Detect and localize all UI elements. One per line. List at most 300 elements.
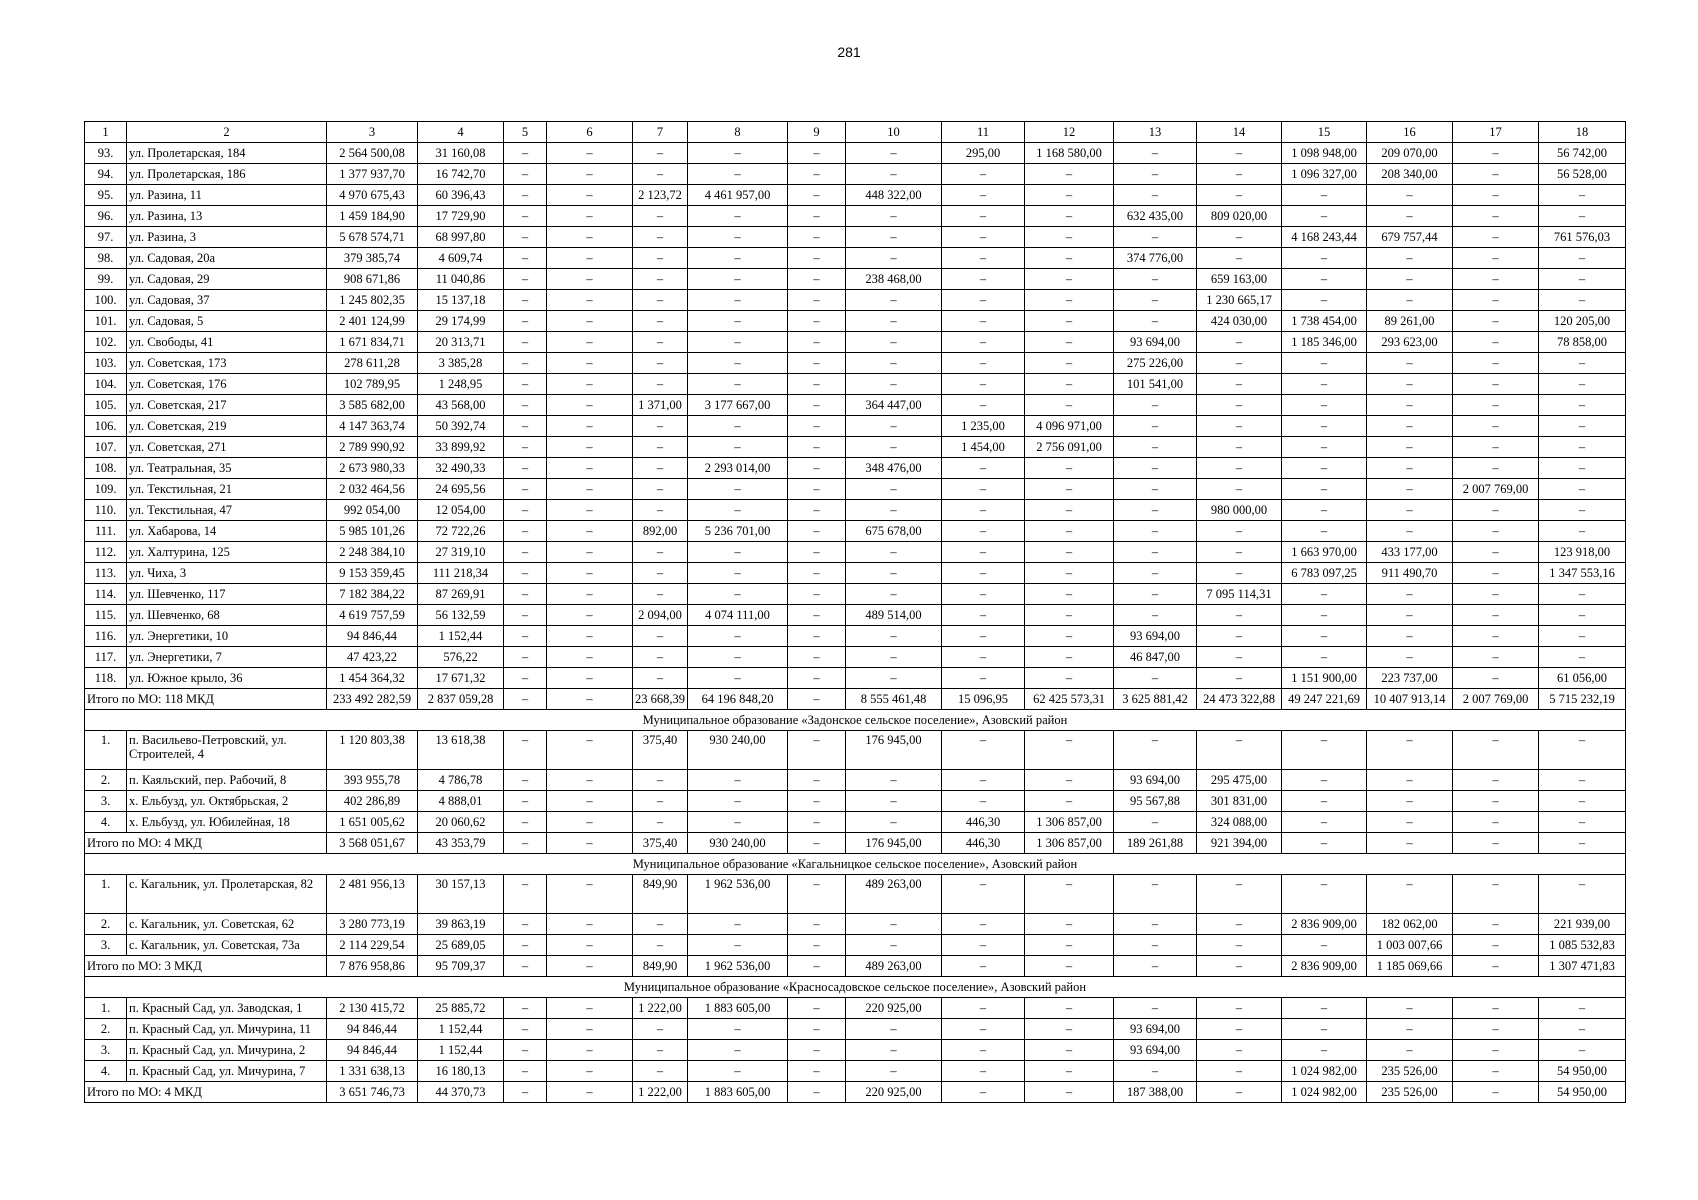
value-cell: 348 476,00 [846,458,942,479]
value-cell: – [1025,542,1114,563]
value-cell: – [547,647,633,668]
total-cell: 15 096,95 [942,689,1025,710]
total-cell: – [1197,1082,1282,1103]
row-number: 2. [85,1019,127,1040]
total-label: Итого по МО: 118 МКД [85,689,327,710]
value-cell: 761 576,03 [1539,227,1626,248]
value-cell: 402 286,89 [327,791,418,812]
value-cell: – [1025,998,1114,1019]
total-cell: 3 651 746,73 [327,1082,418,1103]
column-number: 2 [127,122,327,143]
value-cell: 24 695,56 [418,479,504,500]
value-cell: – [1197,458,1282,479]
value-cell: – [1025,935,1114,956]
value-cell: – [504,668,547,689]
column-number: 10 [846,122,942,143]
value-cell: – [1539,647,1626,668]
value-cell: – [846,206,942,227]
value-cell: 29 174,99 [418,311,504,332]
register-table [84,121,1626,1103]
total-cell: 1 024 982,00 [1282,1082,1367,1103]
value-cell: – [1197,998,1282,1019]
section-heading-row [85,710,1626,731]
value-cell: – [1197,542,1282,563]
value-cell: 238 468,00 [846,269,942,290]
address-cell: ул. Текстильная, 21 [127,479,327,500]
value-cell: – [633,290,688,311]
address-cell: ул. Халтурина, 125 [127,542,327,563]
value-cell: – [942,998,1025,1019]
address-cell: ул. Разина, 13 [127,206,327,227]
table-row [85,647,1626,668]
value-cell: – [846,584,942,605]
value-cell: – [846,1019,942,1040]
value-cell: 433 177,00 [1367,542,1453,563]
value-cell: – [1539,269,1626,290]
total-row [85,689,1626,710]
value-cell: – [688,1061,788,1082]
value-cell: – [688,374,788,395]
value-cell: – [633,248,688,269]
value-cell: 54 950,00 [1539,1061,1626,1082]
value-cell: – [633,791,688,812]
table-row [85,1040,1626,1061]
value-cell: – [1025,563,1114,584]
total-cell: – [504,1082,547,1103]
value-cell: 2 293 014,00 [688,458,788,479]
value-cell: – [504,647,547,668]
value-cell: 87 269,91 [418,584,504,605]
value-cell: 930 240,00 [688,731,788,770]
total-cell: 176 945,00 [846,833,942,854]
value-cell: – [1539,500,1626,521]
value-cell: 1 185 346,00 [1282,332,1367,353]
value-cell: – [788,791,846,812]
value-cell: 2 114 229,54 [327,935,418,956]
table-row [85,164,1626,185]
value-cell: – [1114,1061,1197,1082]
value-cell: 1 230 665,17 [1197,290,1282,311]
total-cell: 1 306 857,00 [1025,833,1114,854]
value-cell: – [788,332,846,353]
value-cell: 375,40 [633,731,688,770]
value-cell: – [688,311,788,332]
value-cell: 1 248,95 [418,374,504,395]
value-cell: – [688,791,788,812]
value-cell: – [1282,416,1367,437]
row-number: 118. [85,668,127,689]
value-cell: 93 694,00 [1114,626,1197,647]
address-cell: ул. Южное крыло, 36 [127,668,327,689]
value-cell: 220 925,00 [846,998,942,1019]
value-cell: – [1282,1019,1367,1040]
value-cell: – [688,353,788,374]
value-cell: – [942,206,1025,227]
row-number: 3. [85,1040,127,1061]
value-cell: – [633,227,688,248]
address-cell: х. Ельбузд, ул. Октябрьская, 2 [127,791,327,812]
value-cell: 94 846,44 [327,1019,418,1040]
value-cell: – [547,269,633,290]
value-cell: – [788,1040,846,1061]
value-cell: – [1025,521,1114,542]
value-cell: – [1197,875,1282,914]
value-cell: 908 671,86 [327,269,418,290]
value-cell: – [846,935,942,956]
value-cell: – [1453,812,1539,833]
value-cell: – [1453,290,1539,311]
column-number: 1 [85,122,127,143]
value-cell: – [688,1019,788,1040]
value-cell: – [1367,647,1453,668]
value-cell: – [1367,626,1453,647]
value-cell: 2 248 384,10 [327,542,418,563]
value-cell: 13 618,38 [418,731,504,770]
value-cell: 93 694,00 [1114,770,1197,791]
value-cell: 1 235,00 [942,416,1025,437]
value-cell: – [547,206,633,227]
value-cell: – [1453,791,1539,812]
value-cell: – [942,626,1025,647]
total-cell: 930 240,00 [688,833,788,854]
value-cell: – [504,185,547,206]
value-cell: – [1197,143,1282,164]
value-cell: – [846,479,942,500]
row-number: 107. [85,437,127,458]
value-cell: – [1282,353,1367,374]
value-cell: – [942,1061,1025,1082]
total-cell: – [504,833,547,854]
value-cell: 1 120 803,38 [327,731,418,770]
value-cell: 61 056,00 [1539,668,1626,689]
value-cell: – [633,914,688,935]
value-cell: 2 032 464,56 [327,479,418,500]
address-cell: п. Красный Сад, ул. Мичурина, 2 [127,1040,327,1061]
total-cell: – [504,689,547,710]
value-cell: – [504,332,547,353]
value-cell: – [1453,605,1539,626]
total-cell: 2 837 059,28 [418,689,504,710]
total-cell: – [788,1082,846,1103]
row-number: 103. [85,353,127,374]
value-cell: 448 322,00 [846,185,942,206]
value-cell: 15 137,18 [418,290,504,311]
value-cell: – [1453,185,1539,206]
total-cell: – [547,956,633,977]
value-cell: – [504,374,547,395]
value-cell: – [1282,290,1367,311]
value-cell: 4 147 363,74 [327,416,418,437]
value-cell: – [1282,437,1367,458]
value-cell: – [1025,584,1114,605]
value-cell: – [547,605,633,626]
total-cell: 23 668,39 [633,689,688,710]
table-row [85,395,1626,416]
value-cell: – [1539,1019,1626,1040]
address-cell: х. Ельбузд, ул. Юбилейная, 18 [127,812,327,833]
value-cell: – [1453,437,1539,458]
value-cell: – [1025,1040,1114,1061]
value-cell: – [1453,416,1539,437]
total-cell: 49 247 221,69 [1282,689,1367,710]
value-cell: 3 280 773,19 [327,914,418,935]
value-cell: – [633,332,688,353]
value-cell: 12 054,00 [418,500,504,521]
value-cell: – [547,770,633,791]
value-cell: – [547,479,633,500]
value-cell: – [788,668,846,689]
value-cell: – [688,290,788,311]
value-cell: 4 609,74 [418,248,504,269]
value-cell: – [1025,731,1114,770]
value-cell: – [788,143,846,164]
value-cell: – [1197,1061,1282,1082]
value-cell: 679 757,44 [1367,227,1453,248]
value-cell: 25 885,72 [418,998,504,1019]
value-cell: – [688,479,788,500]
value-cell: – [1539,605,1626,626]
value-cell: 5 985 101,26 [327,521,418,542]
value-cell: 209 070,00 [1367,143,1453,164]
value-cell: – [547,185,633,206]
value-cell: – [1539,290,1626,311]
total-cell: 43 353,79 [418,833,504,854]
value-cell: – [1282,812,1367,833]
value-cell: – [846,143,942,164]
row-number: 93. [85,143,127,164]
value-cell: – [547,542,633,563]
value-cell: – [547,416,633,437]
value-cell: – [1367,791,1453,812]
value-cell: – [504,521,547,542]
value-cell: – [942,1019,1025,1040]
value-cell: – [942,395,1025,416]
value-cell: – [633,542,688,563]
value-cell: – [788,731,846,770]
value-cell: – [1025,395,1114,416]
value-cell: – [1025,791,1114,812]
value-cell: – [1367,1019,1453,1040]
table-row [85,500,1626,521]
value-cell: – [633,1061,688,1082]
value-cell: 221 939,00 [1539,914,1626,935]
table-row [85,812,1626,833]
value-cell: – [1114,914,1197,935]
total-cell: – [1453,833,1539,854]
table-row [85,584,1626,605]
value-cell: – [1197,416,1282,437]
address-cell: ул. Разина, 11 [127,185,327,206]
value-cell: – [1539,584,1626,605]
value-cell: 1 377 937,70 [327,164,418,185]
total-cell: – [1025,956,1114,977]
value-cell: – [1282,1040,1367,1061]
row-number: 99. [85,269,127,290]
value-cell: – [1539,791,1626,812]
value-cell: – [942,500,1025,521]
value-cell: 20 060,62 [418,812,504,833]
value-cell: – [688,332,788,353]
value-cell: 93 694,00 [1114,332,1197,353]
value-cell: – [1025,227,1114,248]
value-cell: – [942,563,1025,584]
value-cell: – [1282,770,1367,791]
row-number: 95. [85,185,127,206]
total-cell: 1 185 069,66 [1367,956,1453,977]
value-cell: – [846,374,942,395]
value-cell: – [788,395,846,416]
value-cell: 16 742,70 [418,164,504,185]
address-cell: ул. Садовая, 29 [127,269,327,290]
row-number: 108. [85,458,127,479]
table-row [85,227,1626,248]
value-cell: – [788,935,846,956]
value-cell: 95 567,88 [1114,791,1197,812]
value-cell: – [688,500,788,521]
value-cell: 3 385,28 [418,353,504,374]
value-cell: 3 585 682,00 [327,395,418,416]
value-cell: – [942,479,1025,500]
value-cell: – [504,164,547,185]
total-cell: 44 370,73 [418,1082,504,1103]
value-cell: – [1453,248,1539,269]
section-heading: Муниципальное образование «Задонское сельское поселение», Азовский район [85,710,1626,731]
value-cell: 31 160,08 [418,143,504,164]
value-cell: 911 490,70 [1367,563,1453,584]
value-cell: – [846,626,942,647]
value-cell: – [1114,311,1197,332]
value-cell: – [788,353,846,374]
table-row [85,875,1626,914]
value-cell: – [504,227,547,248]
value-cell: – [942,374,1025,395]
value-cell: 1 024 982,00 [1282,1061,1367,1082]
row-number: 115. [85,605,127,626]
total-cell: 2 007 769,00 [1453,689,1539,710]
value-cell: – [1539,626,1626,647]
value-cell: – [1282,935,1367,956]
value-cell: – [942,731,1025,770]
value-cell: 1 651 005,62 [327,812,418,833]
value-cell: – [633,416,688,437]
value-cell: – [1453,1019,1539,1040]
value-cell: – [788,248,846,269]
total-cell: – [788,833,846,854]
table-row [85,668,1626,689]
value-cell: – [942,269,1025,290]
value-cell: – [942,1040,1025,1061]
value-cell: – [547,563,633,584]
value-cell: – [1539,770,1626,791]
row-number: 98. [85,248,127,269]
value-cell: – [1539,1040,1626,1061]
value-cell: – [688,935,788,956]
value-cell: – [1367,731,1453,770]
value-cell: – [1453,668,1539,689]
value-cell: – [1367,875,1453,914]
value-cell: – [504,416,547,437]
value-cell: – [504,935,547,956]
value-cell: – [1453,521,1539,542]
value-cell: – [504,269,547,290]
value-cell: 393 955,78 [327,770,418,791]
value-cell: 992 054,00 [327,500,418,521]
value-cell: – [1025,1019,1114,1040]
value-cell: – [942,311,1025,332]
value-cell: 9 153 359,45 [327,563,418,584]
value-cell: – [504,791,547,812]
table-row [85,437,1626,458]
value-cell: – [788,914,846,935]
row-number: 94. [85,164,127,185]
total-cell: – [1025,1082,1114,1103]
value-cell: – [1282,647,1367,668]
value-cell: – [1114,521,1197,542]
row-number: 1. [85,998,127,1019]
value-cell: 1 151 900,00 [1282,668,1367,689]
value-cell: – [504,437,547,458]
value-cell: 17 671,32 [418,668,504,689]
value-cell: – [1367,353,1453,374]
value-cell: 235 526,00 [1367,1061,1453,1082]
value-cell: 324 088,00 [1197,812,1282,833]
value-cell: – [942,332,1025,353]
value-cell: – [547,248,633,269]
value-cell: – [1367,458,1453,479]
value-cell: 2 564 500,08 [327,143,418,164]
value-cell: – [547,626,633,647]
row-number: 97. [85,227,127,248]
section-heading: Муниципальное образование «Красносадовское сельское поселение», Азовский район [85,977,1626,998]
address-cell: ул. Пролетарская, 184 [127,143,327,164]
value-cell: 1 152,44 [418,1019,504,1040]
value-cell: 111 218,34 [418,563,504,584]
value-cell: – [1367,500,1453,521]
value-cell: – [633,143,688,164]
value-cell: 1 152,44 [418,1040,504,1061]
value-cell: – [1539,353,1626,374]
value-cell: – [788,542,846,563]
value-cell: – [504,500,547,521]
address-cell: ул. Садовая, 37 [127,290,327,311]
row-number: 101. [85,311,127,332]
value-cell: – [688,416,788,437]
value-cell: – [942,458,1025,479]
value-cell: – [1025,458,1114,479]
value-cell: – [1197,914,1282,935]
value-cell: – [1114,563,1197,584]
value-cell: – [846,647,942,668]
row-number: 116. [85,626,127,647]
address-cell: ул. Свободы, 41 [127,332,327,353]
total-cell: – [1114,956,1197,977]
value-cell: 301 831,00 [1197,791,1282,812]
value-cell: – [1197,437,1282,458]
value-cell: – [504,143,547,164]
value-cell: 1 222,00 [633,998,688,1019]
value-cell: – [788,290,846,311]
total-cell: 3 568 051,67 [327,833,418,854]
value-cell: – [1025,875,1114,914]
value-cell: – [1114,395,1197,416]
value-cell: – [633,206,688,227]
value-cell: – [1114,500,1197,521]
value-cell: – [547,998,633,1019]
value-cell: – [547,791,633,812]
value-cell: – [1197,395,1282,416]
value-cell: – [1025,914,1114,935]
value-cell: – [1025,185,1114,206]
